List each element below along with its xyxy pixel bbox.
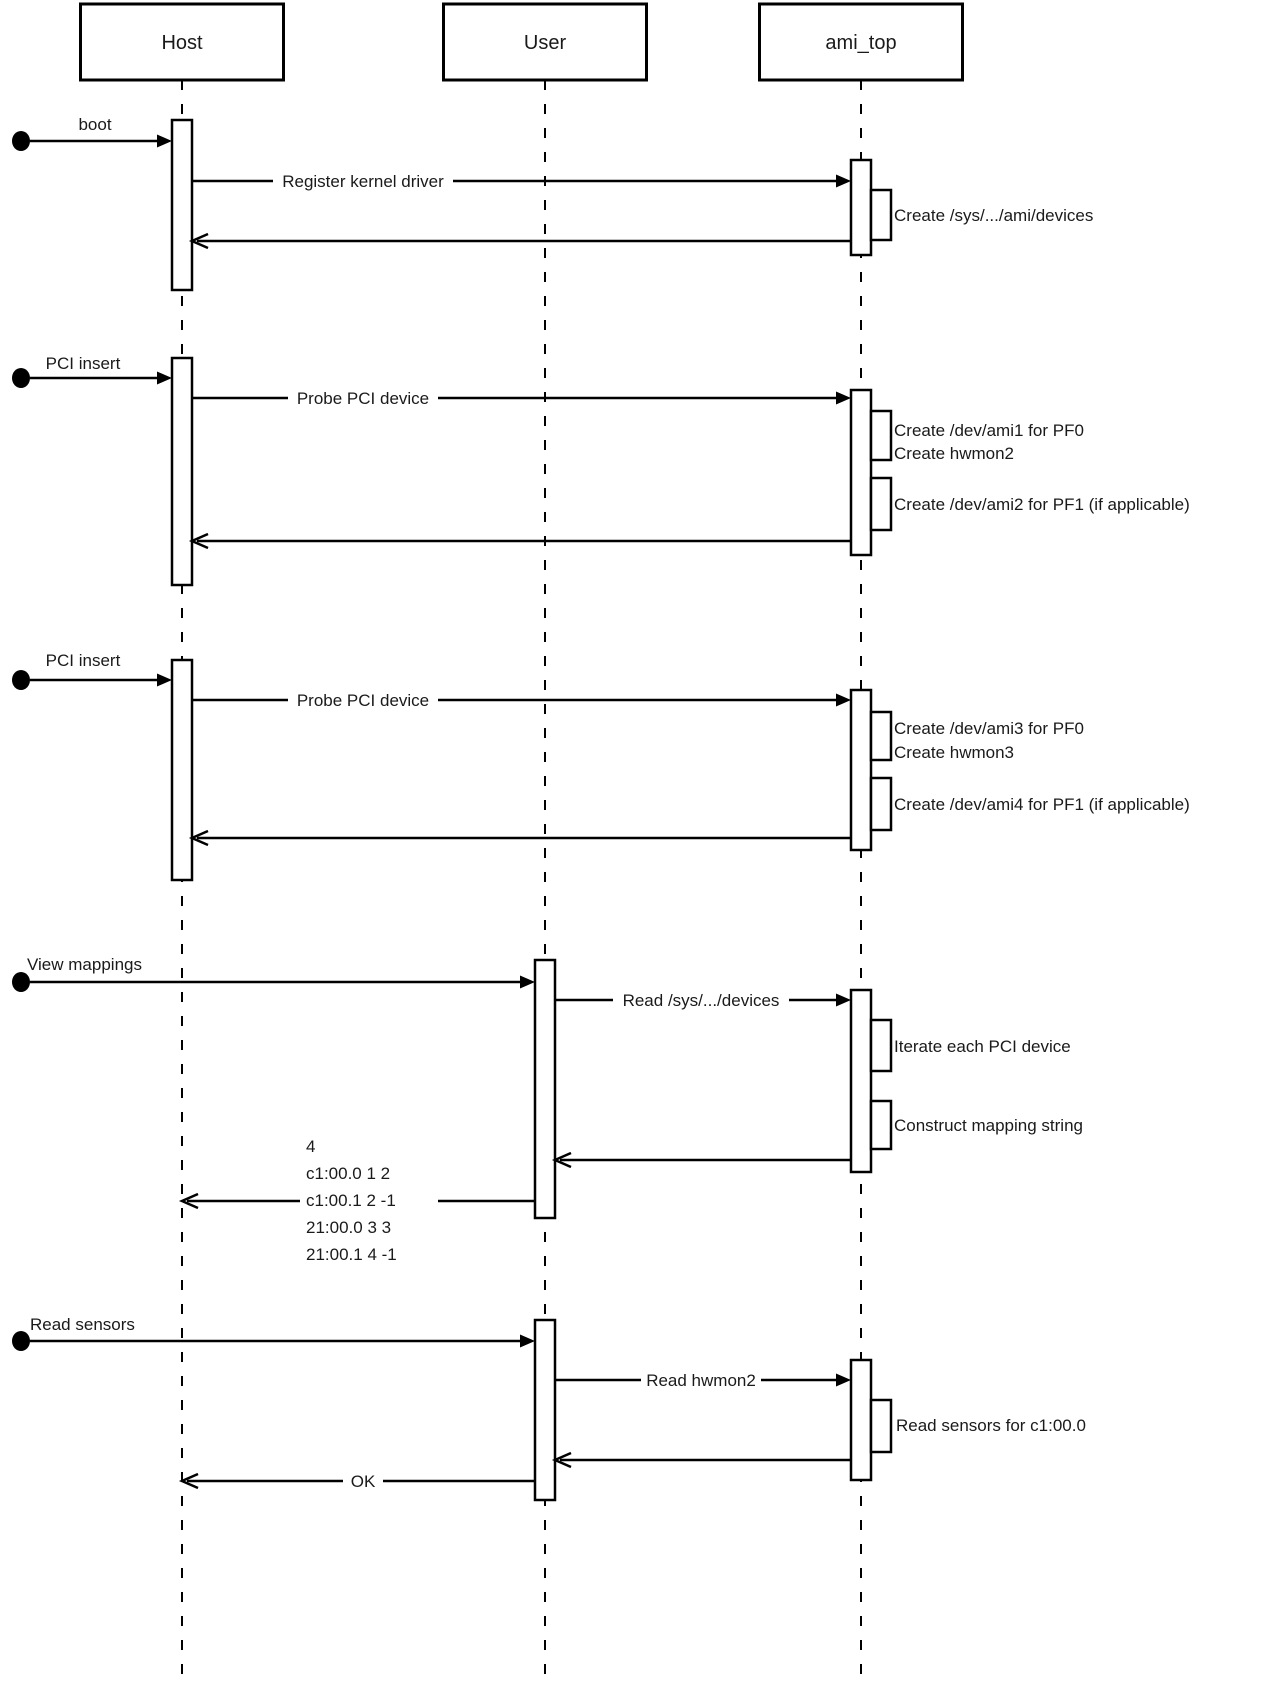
note-label: Create /dev/ami4 for PF1 (if applicable) xyxy=(894,795,1190,814)
note-label: Create /sys/.../ami/devices xyxy=(894,206,1094,225)
note-label: Construct mapping string xyxy=(894,1116,1083,1135)
found-message-dot xyxy=(12,131,30,151)
activation-ami-top xyxy=(851,690,871,850)
found-message-dot xyxy=(12,972,30,992)
trigger-label-read-sensors: Read sensors xyxy=(30,1315,135,1334)
self-activation xyxy=(871,1020,891,1071)
svg-text:c1:00.1 2 -1: c1:00.1 2 -1 xyxy=(306,1191,396,1210)
arrowhead xyxy=(836,994,851,1007)
self-activation xyxy=(871,1400,891,1452)
self-activation xyxy=(871,712,891,760)
message-label: Probe PCI device xyxy=(296,389,430,408)
section-view-mappings xyxy=(12,952,1083,1269)
note-label: Create /dev/ami1 for PF0 xyxy=(894,421,1084,440)
svg-text:4: 4 xyxy=(306,1137,316,1156)
activation-ami-top xyxy=(851,1360,871,1480)
found-message-dot xyxy=(12,368,30,388)
activation-user xyxy=(535,1320,555,1500)
section-pci-insert-1 xyxy=(12,354,1190,585)
arrowhead xyxy=(836,175,851,188)
activation-user xyxy=(535,960,555,1218)
activation-ami-top xyxy=(851,990,871,1172)
activation-host xyxy=(172,358,192,585)
self-activation xyxy=(871,190,891,240)
note-label: Read sensors for c1:00.0 xyxy=(896,1416,1086,1435)
found-message-dot xyxy=(12,670,30,690)
arrowhead xyxy=(157,372,172,385)
svg-text:c1:00.0 1 2: c1:00.0 1 2 xyxy=(306,1164,391,1183)
note-label: Create /dev/ami3 for PF0 xyxy=(894,719,1084,738)
actor-ami-top xyxy=(760,4,963,80)
arrowhead xyxy=(836,694,851,707)
arrowhead xyxy=(520,976,535,989)
actor-user-label: User xyxy=(523,32,567,54)
arrowhead xyxy=(520,1335,535,1348)
found-message-dot xyxy=(12,1331,30,1351)
trigger-label-boot: boot xyxy=(78,115,112,134)
note-label: Create /dev/ami2 for PF1 (if applicable) xyxy=(894,495,1190,514)
message-label: Read hwmon2 xyxy=(646,1371,756,1390)
section-read-sensors xyxy=(12,1312,1086,1500)
section-boot xyxy=(12,115,1093,290)
actor-user xyxy=(444,4,647,80)
activation-ami-top xyxy=(851,160,871,255)
self-activation xyxy=(871,778,891,830)
return-label-ok: OK xyxy=(350,1472,376,1491)
trigger-label-pci-insert: PCI insert xyxy=(45,651,121,670)
activation-host xyxy=(172,660,192,880)
arrowhead xyxy=(836,1374,851,1387)
arrowhead xyxy=(157,135,172,148)
note-label: Create hwmon3 xyxy=(894,743,1015,762)
arrowhead xyxy=(157,674,172,687)
message-label: Register kernel driver xyxy=(282,172,444,191)
svg-text:21:00.1 4 -1: 21:00.1 4 -1 xyxy=(306,1245,397,1264)
note-label: Create hwmon2 xyxy=(894,444,1015,463)
message-label: Probe PCI device xyxy=(296,691,430,710)
note-label: Iterate each PCI device xyxy=(894,1037,1071,1056)
svg-text:21:00.0 3 3: 21:00.0 3 3 xyxy=(306,1218,392,1237)
activation-ami-top xyxy=(851,390,871,555)
trigger-label-view-mappings: View mappings xyxy=(27,955,142,974)
message-label: Read /sys/.../devices xyxy=(622,991,780,1010)
trigger-label-pci-insert: PCI insert xyxy=(45,354,121,373)
self-activation xyxy=(871,1101,891,1149)
arrowhead xyxy=(836,392,851,405)
self-activation xyxy=(871,411,891,460)
activation-host xyxy=(172,120,192,290)
actor-ami-top-label: ami_top xyxy=(825,32,897,54)
section-pci-insert-2 xyxy=(12,651,1190,880)
actor-host-label: Host xyxy=(161,32,203,54)
actor-host xyxy=(81,4,284,80)
self-activation xyxy=(871,478,891,530)
